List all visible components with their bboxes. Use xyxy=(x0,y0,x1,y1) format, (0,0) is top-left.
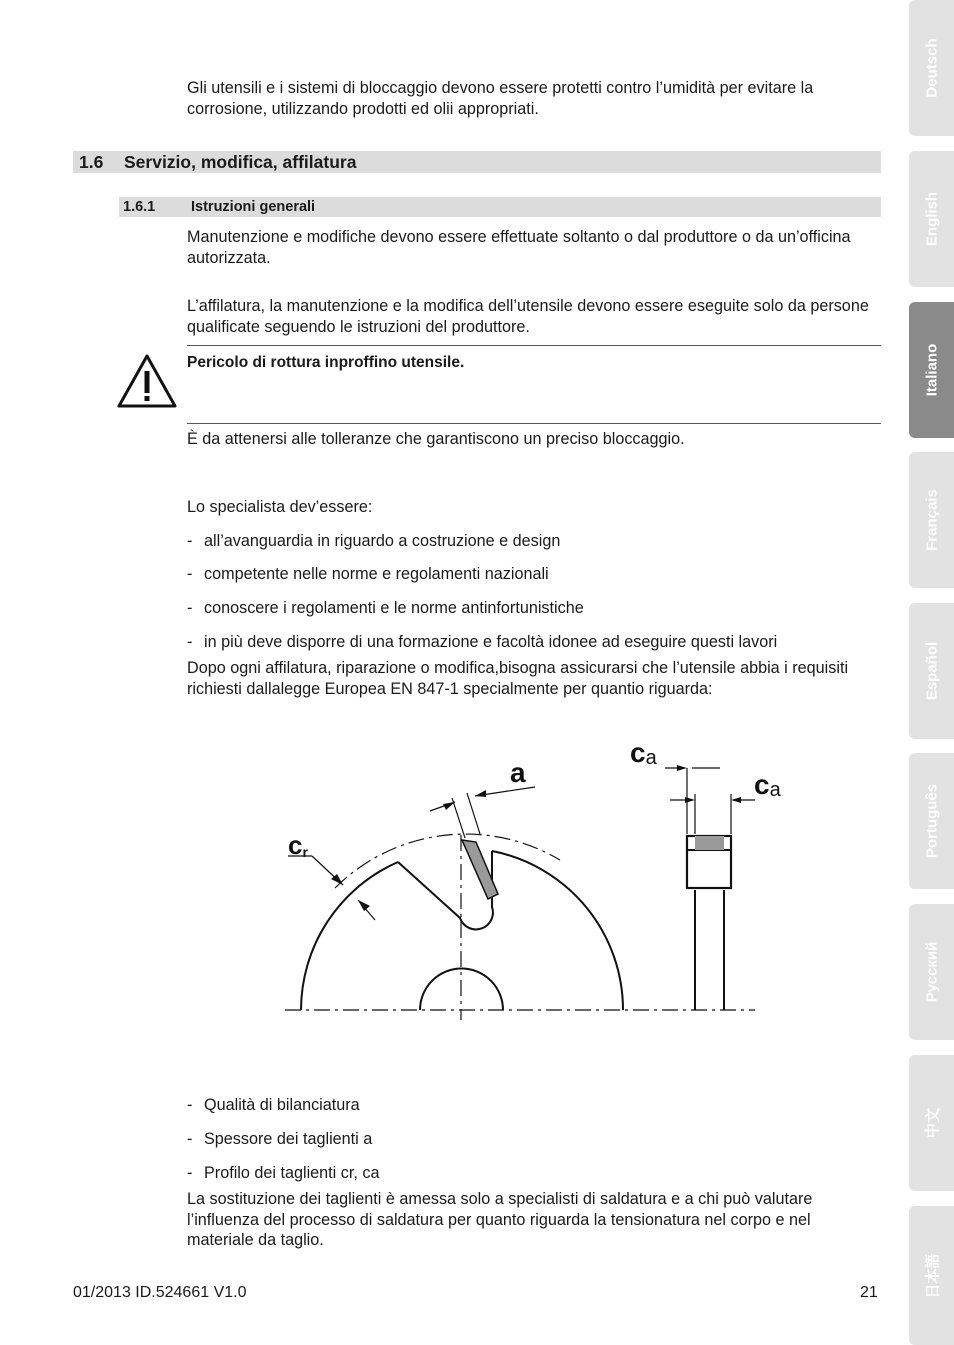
footer-doc-id: 01/2013 ID.524661 V1.0 xyxy=(73,1284,247,1301)
specialist-intro: Lo specialista dev’essere: xyxy=(187,498,373,516)
tab-francais[interactable]: Français xyxy=(909,452,954,588)
paragraph-sharpening: L’affilatura, la manutenzione e la modifica dell’utensile devono essere eseguite solo da persone qualificate seguendo le istruzioni del produttore. xyxy=(187,297,869,336)
tab-espanol[interactable]: Español xyxy=(909,603,954,739)
paragraph-requirements: Dopo ogni affilatura, riparazione o modifica,bisogna assicurarsi che l’utensile abbia i requisiti richiesti dallalegge Europea EN 847-1 specialmente per quantio riguarda: xyxy=(187,659,849,698)
subsection-number: 1.6.1 xyxy=(123,199,156,215)
tab-english[interactable]: English xyxy=(909,151,954,287)
tab-chinese[interactable]: 中文 xyxy=(909,1055,954,1191)
section-heading xyxy=(73,151,881,173)
section-title: Servizio, modifica, affilatura xyxy=(124,152,357,172)
warning-top-rule xyxy=(187,345,881,346)
label-a: a xyxy=(510,757,526,788)
section-number: 1.6 xyxy=(79,152,104,172)
blade-outline-left xyxy=(301,862,398,1010)
tab-portugues[interactable]: Português xyxy=(909,753,954,889)
subsection-heading xyxy=(119,197,881,217)
paragraph-maintenance: Manutenzione e modifiche devono essere effettuate soltanto o dal produttore o da un’officina autorizzata. xyxy=(187,228,851,267)
subsection-title: Istruzioni generali xyxy=(191,199,316,215)
saw-blade-diagram xyxy=(270,730,790,1030)
intro-paragraph: Gli utensili e i sistemi di bloccaggio devono essere protetti contro l’umidità per evitare la corrosione, utilizzando prodotti ed olii appropriati. xyxy=(187,79,814,118)
tab-russian[interactable]: Русский xyxy=(909,904,954,1040)
side-tip-fill xyxy=(695,836,724,850)
warning-triangle-icon xyxy=(116,353,178,409)
tab-deutsch[interactable]: Deutsch xyxy=(909,0,954,136)
paragraph-tip-replacement: La sostituzione dei taglienti è amessa solo a specialisti di saldatura e a chi può valutare l’influenza del processo di saldatura per quanto riguarda la tensionatura nel corpo e nel materiale da taglio. xyxy=(187,1190,813,1249)
label-ca-right: ca xyxy=(754,769,781,801)
label-cr: cr xyxy=(288,830,308,860)
blade-outline-right xyxy=(492,851,623,1010)
warning-title: Pericolo di rottura inproffino utensile. xyxy=(187,354,465,371)
tab-italiano[interactable]: Italiano xyxy=(909,302,954,438)
tab-japanese[interactable]: 日本語 xyxy=(909,1206,954,1345)
page-number: 21 xyxy=(860,1284,878,1301)
paragraph-tolerances: È da attenersi alle tolleranze che garantiscono un preciso bloccaggio. xyxy=(187,430,685,448)
warning-bottom-rule xyxy=(187,423,881,424)
label-ca-top: ca xyxy=(630,737,657,769)
